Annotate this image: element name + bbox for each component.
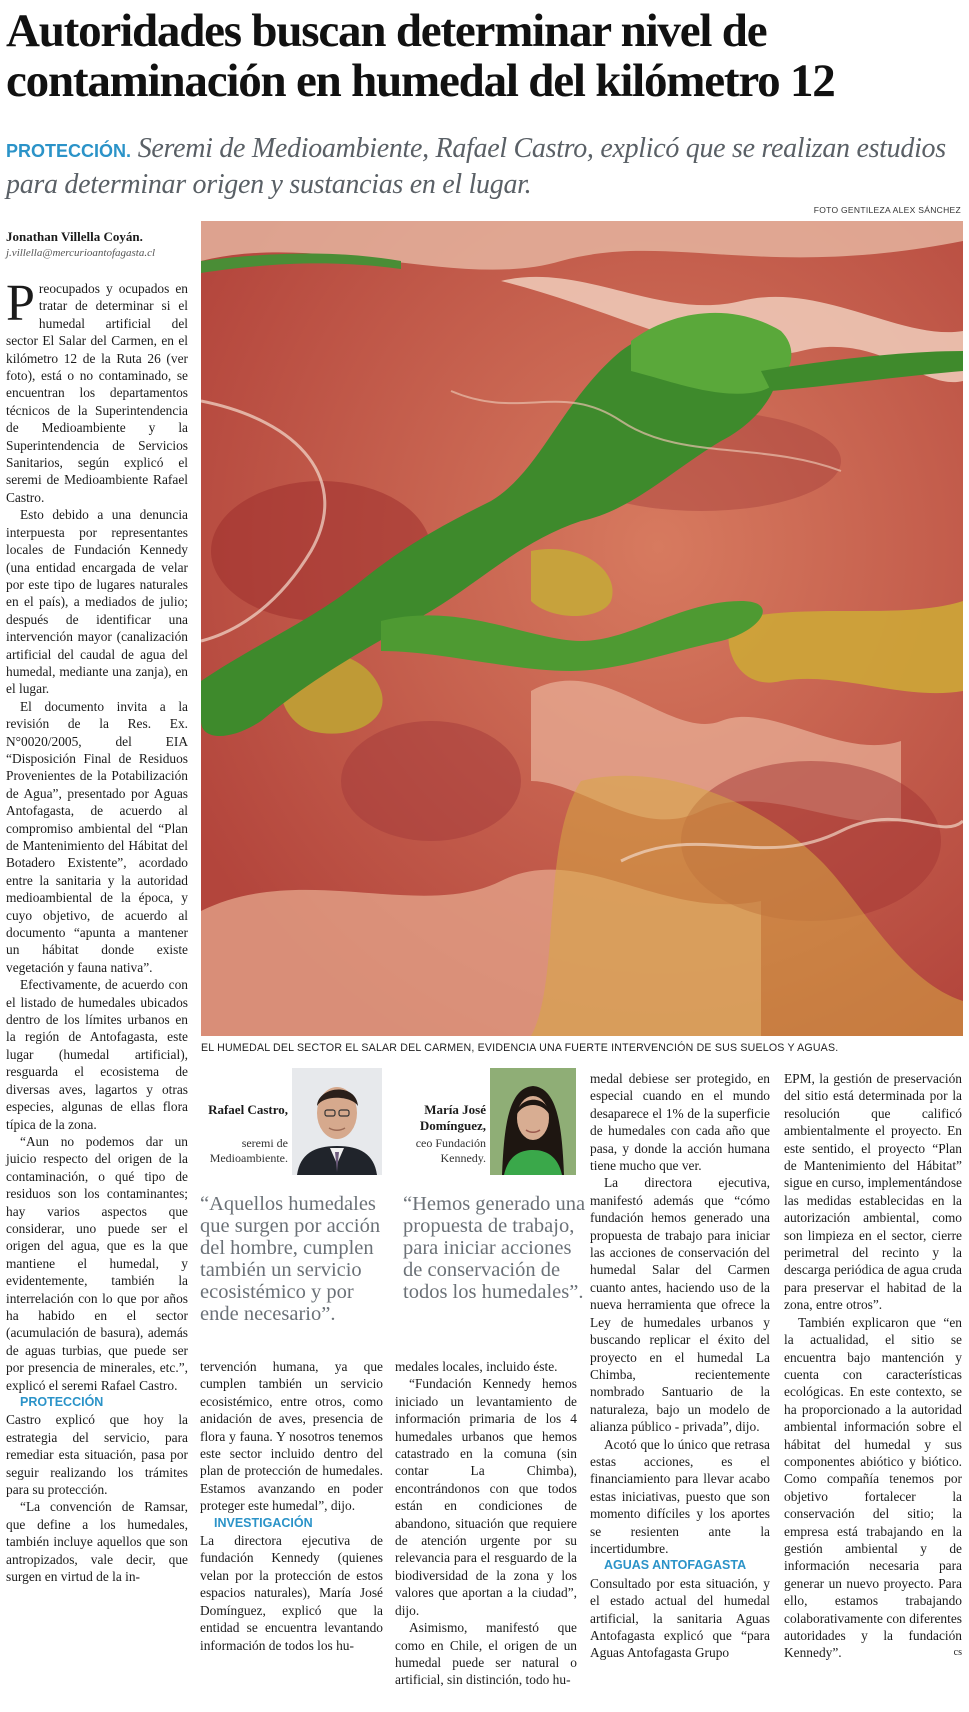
author-name: Jonathan Villella Coyán. (6, 229, 143, 244)
headline: Autoridades buscan determinar nivel de contaminación en humedal del kilómetro 12 (6, 5, 835, 107)
paragraph: Consultado por esta situación, y el estado actual del humedal artificial, la sanitaria Aguas Antofagasta explicó que “para Aguas Antofagasta Grupo (590, 1575, 770, 1661)
castro-portrait (292, 1068, 382, 1175)
aerial-wetland-photo (201, 221, 963, 1036)
subhead-investigacion: INVESTIGACIÓN (214, 1515, 313, 1530)
paragraph: Preocupados y ocupados en tratar de determinar si el humedal artificial del sector El Salar del Carmen, en el kilómetro 12 de la Ruta 26 (ver foto), está o no contaminado, se encuentran los departamentos técnicos de la Superintendencia de Medioambiente y la Superintendencia de Servicios Sanitarios, según explicó el seremi de Medioambiente Rafael Castro. (6, 275, 188, 505)
paragraph: “Aun no podemos dar un juicio respecto del origen de la contaminación, o qué tipo de residuos son los contaminantes; hay varios aspectos que considerar, uno puede ser el origen del agua, que es la que mantiene el humedal, y evidentemente, también la interrelación con lo que por años ha habido en el sector (acumulación de basura), además de aguas turbias, que puede ser por presencia de minerales, etc.”, explicó el seremi Rafael Castro. (6, 1133, 188, 1393)
paragraph: medal debiese ser protegido, en especial cuando en el mundo desaparece el 1% de la superficie de humedales con cada año que pasa, y donde la acción humana tiene mucho que ver. (590, 1071, 770, 1174)
paragraph: También explicaron que “en la actualidad, el sitio se encuentra bajo mantención y cuenta con características ecológicas. En este contexto, se ha proporcionado a la autoridad ambiental información sobre el hábitat del humedal y sus componentes abiótico y biótico. Como compañía tenemos por objetivo fortalecer la conservación del sitio; la empresa está trabajando en la gestión ambiental y de información necesaria para generar un nuevo proyecto. Para ello, estamos trabajando colaborativamente con diferentes autoridades y la fundación Kennedy”. cs (784, 1314, 962, 1661)
article-column-4 (590, 1070, 770, 1662)
deck-kicker: PROTECCIÓN. (6, 141, 132, 161)
photo-credit: FOTO GENTILEZA ALEX SÁNCHEZ (813, 205, 961, 215)
paragraph: “Fundación Kennedy hemos iniciado un levantamiento de información primaria de los 4 humedales urbanos que hemos catastrado en la comuna (sin contar La Chimba), encontrándonos con que todos están en condiciones de abandono, situación que requiere de atención urgente por su relevancia para el resguardo de la biodiversidad de la zona y los valores que aportan a la ciudad”, dijo. (395, 1376, 577, 1618)
dominguez-role: ceo Fundación Kennedy. (415, 1136, 486, 1165)
dominguez-name: María José Domínguez, (419, 1102, 486, 1133)
article-column-5 (784, 1070, 962, 1662)
photo-caption: EL HUMEDAL DEL SECTOR EL SALAR DEL CARMEN, EVIDENCIA UNA FUERTE INTERVENCIÓN DE SUS SUELOS Y AGUAS. (201, 1042, 839, 1054)
dropcap: P (6, 275, 35, 332)
paragraph: EPM, la gestión de preservación del sitio está determinada por la resolución que calificó ambientalmente el proyecto. En este sentido, el proyecto “Plan de Mantenimiento del Hábitat” sigue en curso, implementándose las medidas establecidas en la autorización ambiental, como son limpieza en el sector, cierre perimetral del recinto y la descarga periódica de agua cruda para preservar el habitad de la zona, entre otros”. (784, 1071, 962, 1313)
subhead-aguas-antofagasta: AGUAS ANTOFAGASTA (604, 1558, 747, 1573)
paragraph: “La convención de Ramsar, que define a los humedales, también incluye aquellos que son antropizados, vale decir, que surgen en virtud de la in- (6, 1499, 188, 1585)
paragraph: Esto debido a una denuncia interpuesta por representantes locales de Fundación Kennedy (una entidad encargada de velar por este tipo de lugares naturales en el país), a mediados de julio; después de identificar una intervención mayor (canalización artificial del caudal de agua del humedal, mediante una zanja), en el lugar. (6, 507, 188, 697)
deck (6, 132, 956, 201)
paragraph: medales locales, incluido éste. (395, 1359, 558, 1374)
subhead-proteccion: PROTECCIÓN (20, 1395, 104, 1409)
castro-quote: “Aquellos humedales que surgen por acción del hombre, cumplen también un servicio ecosistémico y por ende necesario”. (200, 1193, 381, 1325)
castro-name: Rafael Castro, (208, 1102, 288, 1117)
paragraph: La directora ejecutiva, manifestó además que “cómo fundación hemos generado una propuesta de trabajo para iniciar las acciones de conservación del humedal Salar del Carmen cuanto antes, haciendo uso de la nueva herramienta que ofrece la Ley de humedales urbanos y buscando replicar el éxito del proyecto en el humedal La Chimba, recientemente nombrado Santuario de la naturaleza, bajo un modelo de alianza público - privada”, dijo. (590, 1175, 770, 1435)
article-column-3 (395, 1358, 577, 1689)
end-mark: cs (953, 1647, 962, 1659)
paragraph: tervención humana, ya que cumplen también un servicio ecosistémico, entre otros, como anidación de aves, presencia de flora y fauna. Y nosotros tenemos este sector incluido dentro del plan de protección de humedales. Estamos avanzando en poder proteger este humedal”, dijo. (200, 1359, 383, 1514)
deck-text: Seremi de Medioambiente, Rafael Castro, explicó que se realizan estudios para determinar origen y sustancias en el lugar. (6, 133, 946, 200)
author-email: j.villella@mercurioantofagasta.cl (6, 247, 156, 259)
paragraph: Asimismo, manifestó que como en Chile, el origen de un humedal puede ser natural o artificial, sin distinción, todo hu- (395, 1620, 577, 1688)
paragraph: Efectivamente, de acuerdo con el listado de humedales ubicados dentro de los límites urbanos en la región de Antofagasta, este lugar (humedal artificial), resguarda el ecosistema de diversas aves, lagartos y otras especies, algunas de ellas flora típica de la zona. (6, 977, 188, 1132)
castro-role: seremi de Medioambiente. (209, 1136, 288, 1165)
paragraph: La directora ejecutiva de fundación Kennedy (quienes velan por la protección de estos espacios naturales), María José Domínguez, explicó que la entidad se encuentra levantando información de todos los hu- (200, 1533, 383, 1653)
paragraph: Acotó que lo único que retrasa estas acciones, es el financiamiento para llevar acabo estas iniciativas, puesto que son momento difíciles y los aportes se resienten ante la incertidumbre. (590, 1436, 770, 1556)
article-column-2 (200, 1358, 383, 1654)
paragraph: El documento invita a la revisión de la Res. Ex. N°0020/2005, del EIA “Disposición Final de Residuos Provenientes de la Potabilización de Agua”, presentado por Aguas Antofagasta, de acuerdo al compromiso ambiental del “Plan de Mantenimiento del Hábitat del Botadero Existente”, acordado entre la sanitaria y la autoridad medioambiental de la época, y cuyo objetivo, de acuerdo al documento “apunta a mantener un hábitat donde existe vegetación y fauna nativa”. (6, 698, 188, 975)
article-column-1 (6, 275, 188, 1585)
dominguez-portrait (490, 1068, 576, 1175)
dominguez-quote: “Hemos generado una propuesta de trabajo, para iniciar acciones de conservación de todos los humedales”. (403, 1193, 586, 1303)
paragraph: Castro explicó que hoy la estrategia del servicio, para remediar esta situación, pasa por seguir realizando los trámites para su protección. (6, 1412, 188, 1498)
